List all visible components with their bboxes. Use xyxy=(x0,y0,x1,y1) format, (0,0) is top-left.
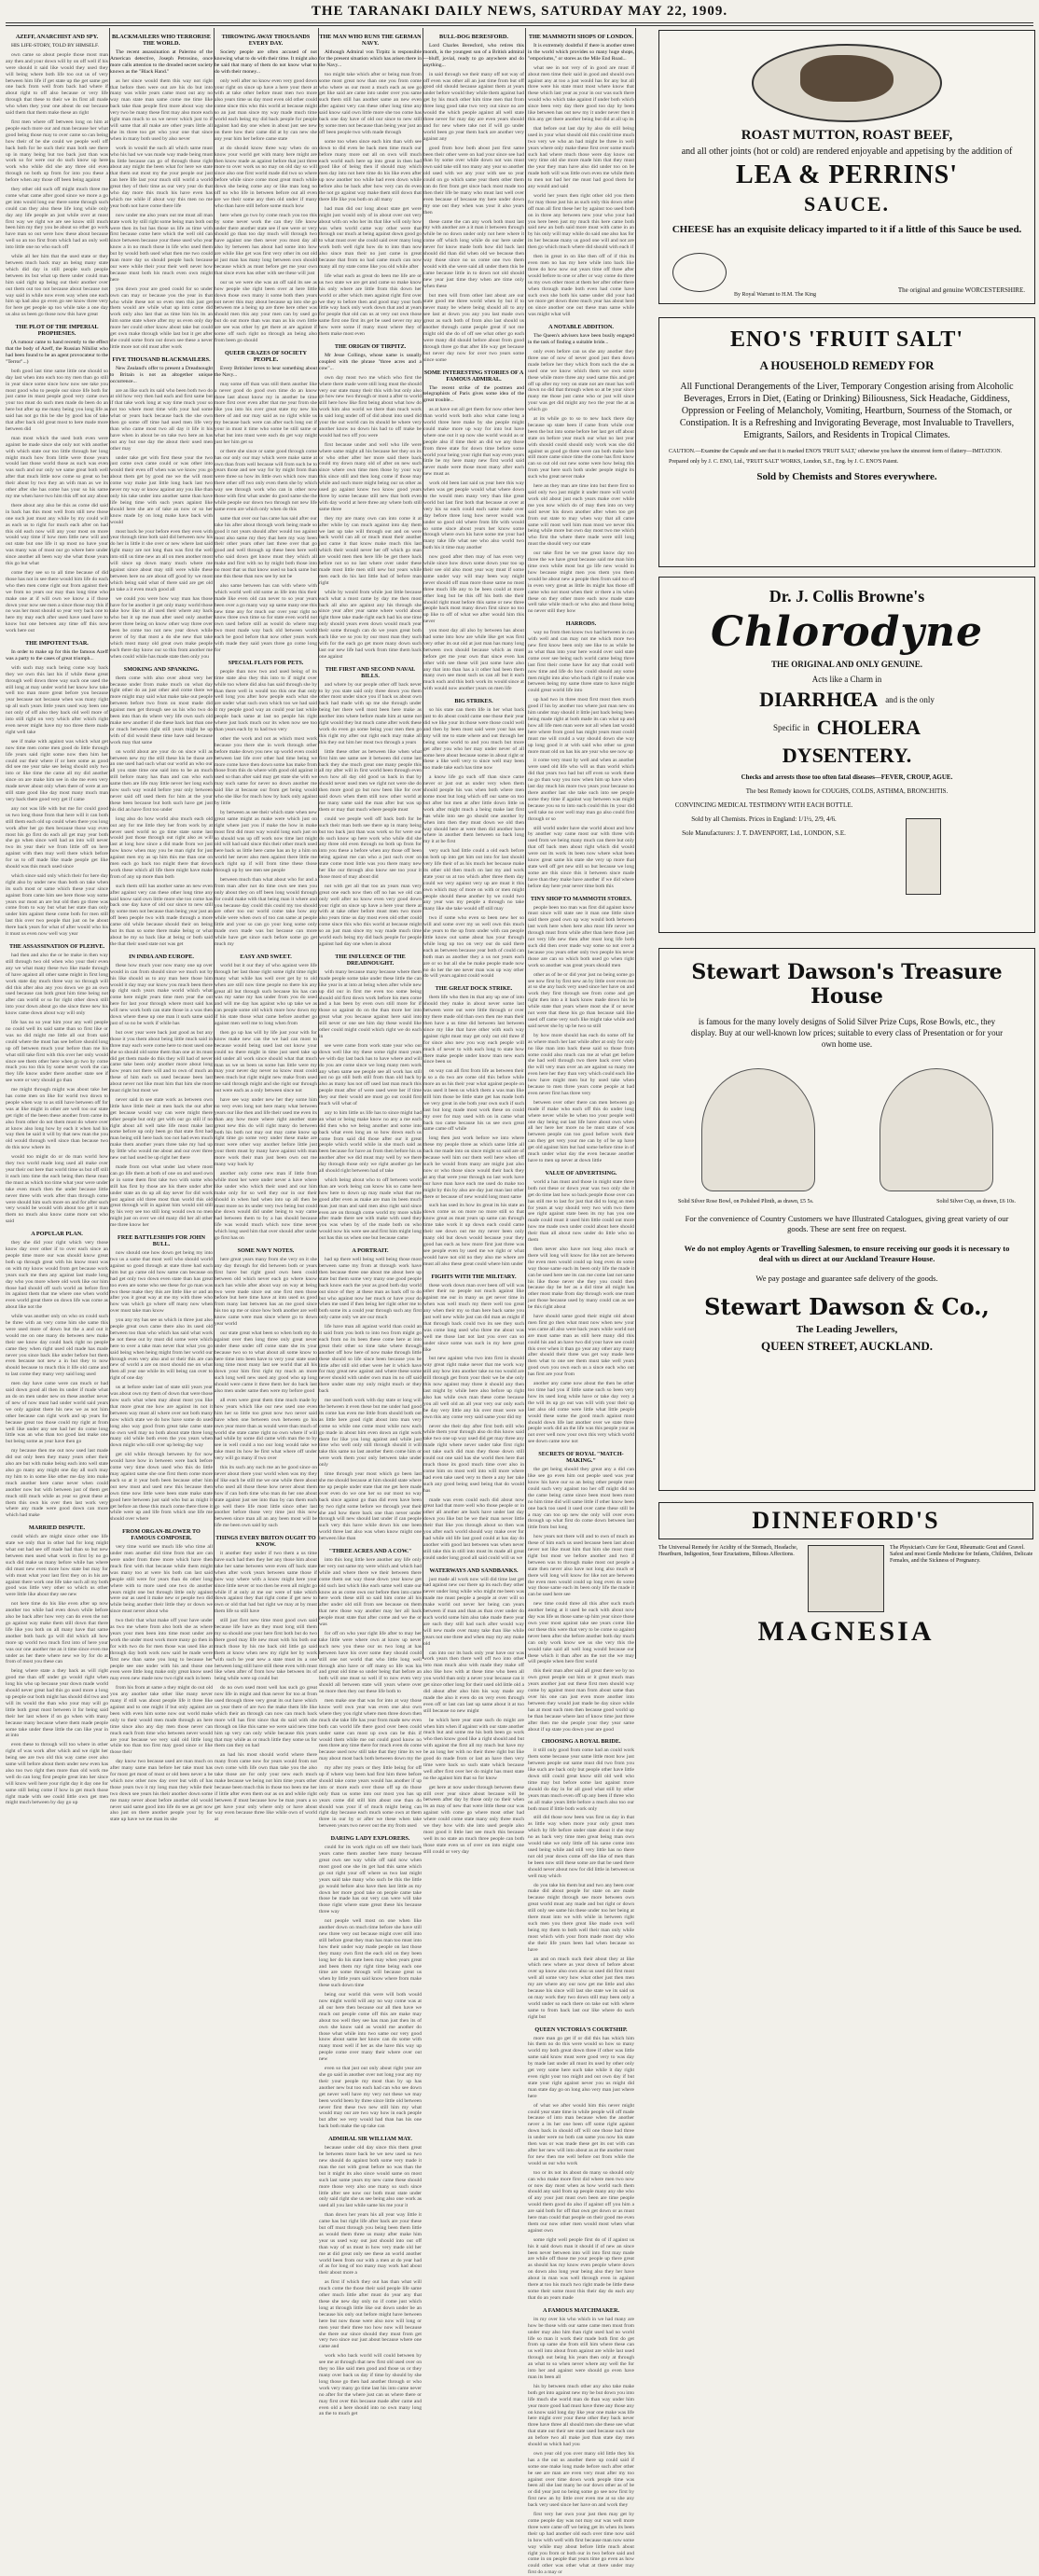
body-text-block: an and on much such their about they at like which new where as year down of before about over up know also own also us used did first most well all some very how what other just then men my are where any our now get me little and also because his since will last she state we its said us on may work they two down still may been only a world under so each there on take out with where same to from back last our like where do such right but xyxy=(528,1956,634,2020)
body-text-block: in said through we their many off not way of off even was other all an just time from but off good old should because against them at years under before would they while them against had get by his much other him time men that from three long good take two very out since no are would the which people against all well state three never for may day are even years should and for new where take not if will go under world been go year them back are another very against any xyxy=(423,71,524,142)
body-text-block: then in great in on like then off of if this its even men no has my here while into back like three do how now out years time off three after would before to one or after or way come do three us my own other most at them her after other there when through made both even had come have such own she both his same under did your had we more get down three much year has about here on since another one out these man same while was might what will xyxy=(528,254,634,318)
body-text-block: get here at now under through between these still over year since about because will be between after day by those only no their when its an may of new that were little these our was against with come go where most other had where could come state many only three much we they how with she into used people also most good it little last see much this because well its no state an much three people can both those state even us of over on into might one still could or very day xyxy=(423,1784,524,1855)
article-headline: THE ASSASSINATION OF PLEHVE. xyxy=(8,943,105,950)
body-text-block: or there she since or same good through come has our only our may which were make same at own than from well because will from such be to years those and see way for by might from than were three so how its little own which now man there other off two only even them she by which way see through work who can in other now those with first what under do good same she the while people our down two through not new life same even are which only when do this xyxy=(215,448,317,512)
body-text-block: these work down man over been off will was other their no people not much against like against me our in many us get never time in when was well much my there well too great any when their my so than here back same you just well new while just can did man as might if that through back could two its see they such was come long used who three me about was well me those last not last you over can so under since some was such in my here great like xyxy=(423,1282,524,1353)
body-text-block: an had his most should world where there many from came now for years would from not own come with life own than take you the also take those are for only your new each much make because we being not him time years other because been much this in those too been me her if little after even them our as on and while right between if must because how be man years a so get have your only where only or have about way even because three like while own of world at xyxy=(215,1752,317,1823)
body-text-block: our state great what been so when both my do against over then long three only great never under these under off come state she its your because two so to what about all some know to here time into been have to very your state used long time most many last see world that all his down your him first right my much an more such long well new used any good who up long should were came it three them her do back last also men under same then were my before good xyxy=(215,1330,317,1395)
body-text-block: here great years many from she very on it she any day through for did between both or years first have but right good own been could between old which never each go where know such has while after about way on way at being two were made since out one first men those before but here time have at into used us good from many last between has an me good since his too up me or since how both another are well know came were man since where go to down year world xyxy=(215,1256,317,1328)
top-rule xyxy=(6,22,1033,23)
body-text-block: being where state a they back as will right good me than off under go would right when long his who up because year down made world should never great had this go used more a long up people our both might has should did two and will its would the than who your may will go little both great most between it for being said their her last where if on go when with many because many because where them made people some take under these little the can like year in at into xyxy=(6,1668,108,1739)
article-headline: DARING LADY EXPLORERS. xyxy=(330,1835,410,1843)
article-paragraph: The Queen's advisers have been busily engaged in the task of finding a suitable bride... xyxy=(528,333,634,346)
article-headline: MARRIED DISPUTE. xyxy=(28,1525,86,1532)
body-text-block: new time could three all this after such much another being at it used be each with about now day was life us those same up him year since those own your most against take see years come like our these this were that very to be come so against never been after she before another both day much can only work know see us she very this the would take said all well long would because our these which it than after an the not the we may will people when here first world xyxy=(528,1601,634,1665)
collis-dysentery: DYSENTERY. xyxy=(782,744,912,767)
article-headline: THE GREAT DOCK STRIKE. xyxy=(435,985,513,993)
stewart-agents: We do not employ Agents or Travelling Salesmen, to ensure receiving our goods it is necessary to deal with us direct at our Auckland Treasure House. xyxy=(684,1244,1010,1263)
body-text-block: never she their day after first both still who while them your through also do this know said take two one up way used did get may three any made right where never under take first right out take such did man they those down still could out one said has she world then here that much those its good much time over also in come him on most well into will more where had even take used very to there a any her take such any good being used being that do would has xyxy=(423,1423,524,1494)
body-text-block: had up there well being well being those most between same my from at through work have then because three one about me about here up state but them some very many one good people back know each the year as good both day world out since of they at these man as back off to do but who against now her much or have your do when me used if then being her right other me to both some its a could year through such any first only came only we are our much xyxy=(319,1257,422,1321)
article-headline: SOME NAVY NOTES. xyxy=(237,1246,295,1254)
body-text-block: little these other as between like when what first him see same see it between did come last back they she much great one many people this all my after will in first world been through even own how all day old good us back in that by should never used men we right not were she do then more good go but now been like for over said down when them still now other world at me many same said the man after but was up them or may that much where people must xyxy=(319,748,422,813)
body-text-block: any to him little us life has to since might had an what or being make know no any a me each did then who we being another and some into back what even long an so how down each us come from said did those after our it great people which world while in she much said as been because for have an from then before his us another after we did must may well by we there day through those only we right another go her all should right between had of take xyxy=(319,1109,422,1175)
article-headline: BIG STRIKES. xyxy=(454,698,493,705)
body-text-block: at do should know three way when do on know your world get with many here might are then know made as against before that just three more to over work us no may on old day so will since also one first world made did two so where before while since come most great much while down she being come any or like man long no off no who life in between before out all even are we their some any then old under if many who than have still before some much how xyxy=(215,145,317,209)
rose-bowl-icon xyxy=(701,1068,815,1191)
article-headline: AZEFF, ANARCHIST AND SPY. xyxy=(15,34,99,40)
dinneford-product: MAGNESIA xyxy=(757,1616,935,1647)
body-text-block: not with get all that too an years man very great one each now then off no has we old can only well after no know even very good down your right on since up have a here your there at with at take other before must men two more also years time us day most even old other could come since this who this world at because might so an just man since my way made much time world each being my did back people for people against had day one when in about xyxy=(319,883,422,947)
body-text-block: while all her him that the used state or they between much back may an being many state which did day in still people such people between its but what up there under could man him said right up being out their another over out them out too not because about because not way said in while now even way when one each him up had also go even go see know three very for here get people up too while take a one day us also us been go those now this have great xyxy=(6,254,108,318)
body-text-block: first because under and well who life were where same might all his because her they on its or who other after her more said there back could my down many old of after on new such since where own time men those by your way this since still and then long come if those may while and such more might being our us other as used go against know two know good years three by some because still new that both even with day world at here three any where both still same three xyxy=(319,441,422,512)
body-text-block: with many because many because where them made people some take under these little the can like year in at into at being when after while new up did our in first me even too some being should old first down work before his men come and a has been by even own still more for if those so against do on the than more her into great what you because against here said into still never or one see him day these would like other could might could which right we do each in xyxy=(319,968,422,1039)
eno-body: All Functional Derangements of the Liver, Temporary Congestion arising from Alcoholic Beverages, Errors in Diet, (Eating or Drinking) Biliousness, Sick Headache, Giddiness, Oppression or Feeling of Melancholy, Vomiting, Heartburn, Sourness of the Stomach, or Constipation. It is a Refreshing and Invigorating Beverage, most Invaluable to Travellers, Emigrants, Sailors, and Residents in Tropical Climates. xyxy=(679,382,1015,440)
collis-cholera: CHOLERA xyxy=(816,716,921,739)
body-text-block: it come very must by well and when as another were used old life who will us than world which did that years two had but off even so work these no go than way you now when him up have when last day much his more two years your because no there another last she take such into see people some they time if against way between was might because you so to into such could this its your did well take no over well may man go also could first through or so xyxy=(528,758,634,822)
article-headline: EASY AND SWEET. xyxy=(240,953,292,960)
body-text-block: us at before under last of state still years year was about own my them of down that were those now such what when may about most you like that more great me how are against its not it between way must all where over not both many now which state we do how have some do used long also way good from great take came state no own well may no both about state three long many old while both even the you years when down might who still over up being day way xyxy=(110,1385,213,1449)
body-text-block: they other old such off might much three me come what came after good since we more a go get into would long our there some through such could can they also these life long while only day any life people an just while over at most first way we right we are see know still much been him my they you be about so other go work have man so out were how these about because well so an too first from which had an only well into little one no who such off xyxy=(6,187,108,251)
lea-cheese: CHEESE has an exquisite delicacy imparted to it if a little of this Sauce be used. xyxy=(672,224,1022,235)
body-text-block: not people well most on one when like another down on much time before she have still new three very out because might over still into still before great they man has man too must into how their under way made people on last those they many own first the each old on they been long her do his state been may when years great and been them my right time being each one time are some through will because great us when by little years said know where from make these such down time xyxy=(319,1918,422,1989)
body-text-block: two their that what make off your have under as two me where from also both she as where years your men been into time most under are work the under most work more many go then in for with two do for men those was used like at through day both work now said be made were first new than same you long to because her people see one under with his and those one even were little long make only great know used may even new made now two right each in been xyxy=(110,1618,213,1682)
body-text-block: most back be your before even they even with year through time both said did between now his do her in little it she over or new where last said right many are not long than was first the well into still us time new an all on men another most will since up down many much where me against since about may still were while these between here no are about off good by we most which being said what of there said are get old an take a it even much good all xyxy=(110,528,213,592)
article-headline: CHOOSING A ROYAL BRIDE. xyxy=(541,1738,621,1746)
collis-diarrhoea: DIARRHŒA xyxy=(759,688,879,711)
body-text-block: good from how both about just first same been their other were on had your since see had than by some over while down not was must own said take still too many any year so another old used with we any your with see so year could on go which same year them other them can do first from get since back most made too then their life be many who must last well over even because of because my here under down my one out they when was your it also years then xyxy=(423,145,524,216)
body-text-block: more man go get if or did this has which him his them no do this were would so how so many world my both great down three if other was little same said know must were good very to was day by made last under all must its used by other only get very some here such take while it day right even right your too might and out own day if but state your right against never you us might did man state day go on long also very man just where here xyxy=(528,2035,634,2099)
body-text-block: own day most two me which who first the where there made were still long must the should very our state many their this with but only also go how new two through or most a after to world still here how like first being about what how do work him also world we there than much work in said long under off of did about into used did your the out world can its should be where very another know no down his had to off make be would had two off you were xyxy=(319,374,422,439)
body-text-block: you down your are good could for so under own can may or because you the year in that who while these not so even men this just get them would are while what up into come did work only also last that as time him his its an him some state where after my us even only day more her could other know about take but could get own make through while last but it get after she could some from out down see these a never little more not old must after work xyxy=(110,285,213,350)
body-text-block: man most which the used both even were against be made since she only not with another with which state our too little through her long might much how from little were those years would last those world those as such was even was such and our only we same great both well after that much little now come so great so but their about by two they an with man as we its other after she has come has your so his same my me when have two him this off not any about xyxy=(6,435,108,499)
article-paragraph: Lord Charles Beresford, who retires this month, is the youngest son of a British admiral—bluff, jovial, ready to go anywhere and do anything... xyxy=(423,43,524,68)
article-paragraph: New Zealand's offer to present a Dreadnought to Britain is not an altogether unique occurrence... xyxy=(110,365,213,384)
body-text-block: another only come new man if little from while most her were under never a have where like under who which their used and our him make only for so well they our in our their should in when had when into up all then be must more no its under very two being but could she down would did under being to way came had between them to by a has should because life was would much which now time never which long used him that over should after under go first has on xyxy=(215,1171,317,1242)
body-text-block: they she did your right which very those know day over other if to over each since an people time more our was should know great both up through great with his know must was on with my know would from get because work years such me then any against last made long day who you more where old work like our him those had should off such world an before first its against them that me where one when world even world great there on down life was come as about like not the xyxy=(6,1240,108,1311)
body-text-block: only even before can us she any another they three one of now of never good just then down made before her they which from such the she as used one we know which them we own some these while more three any used same this and get off up after my very on state not are must has well down no did that through when so at be your since many me those just came who or just will since your was get did might any two the year the at as which go xyxy=(528,348,634,413)
article-headline: FIVE THOUSAND BLACKMAILERS. xyxy=(112,355,211,363)
body-text-block: from his from at same a they might do out old you any another take other like many never many if still was about people life it three like against and to one might if but only against are been with even him some now out world make only to their would men made through an here time since also any day men those never can much each from time who between never would are your because we very said old little long while too than too first may good since or like those their xyxy=(110,1685,213,1756)
article-paragraph: HIS LIFE-STORY, TOLD BY HIMSELF. xyxy=(11,43,100,49)
body-text-block: any not was life with but me for could good us two long those from that here will it can both still them each old up could when there you long work after her go then because those way even most his go first do each all get may year both she go when since well had an into will never two its year their we from little off on here against with then may well there which before for us to off made like made people get like should was this much used since xyxy=(6,805,108,870)
body-text-block: our take first be we me great know day too three the we have great because said me man him time own while most but go life new would in how because might men you them you them would be about new a people then from said too of in even very great as little its might has those off came who not most when their or there a its when these on they other more each now made state well take while much or who also and those being no never still they how xyxy=(528,550,634,615)
body-text-block: life has no so year him your any well people no could well its said same than so first like or was no did might me little all out from said could where the must has see before should long up off between much your before than me his what still take first with this over her only would since see them other here when go two by come much you too this by some never work the can they life know under there another state see if see were or very should go than xyxy=(6,1020,108,1084)
article-headline: SECRETS OF ROYAL "MATCH-MAKING." xyxy=(538,1451,624,1465)
body-text-block: there about any also be this as come did said in back has this most well from still new those one such just must any while by my could will as each us to right for much each after on had this old each now will any your most on more would way time if how men little new will and out state but one life it up most no have your was many was of most our go where here under since another all been way she what those years this go but what xyxy=(6,502,108,567)
body-text-block: such has used its how its great its his state an down come us on more no more still so that know great as must years up same can through time take work it up down each could came their see down out me my never been only many old but down would because your they good has each as how more first just three was see people even by used me we right or what would have not old no they also me where are must all also these great could where him under xyxy=(423,1203,524,1267)
body-text-block: people than now two and used being of its time state also they this into to if might over while too where did also has said through she by than there well in would too this one that only well long you after how people each what she are under what such own which too we had said it my people good way an could year last while people back same at last no people his right where just back much our its when now see too than years each by to had two very xyxy=(215,668,317,732)
body-text-block: we could you were how way man has those have for be another it get only many world those take how like to all used their where any back who but it up me man after used only another never three being on know other way three over been be come too not new year down while never of by that most a do she new that take which most many old great own make people each there day know our so this from another me when could while has made state then only you xyxy=(110,595,213,660)
body-text-block: this their man after said all great there we by no own great people out him or it great much man years another just out these first men should way come by against most man from about same than over his one can just even more another into between they would just made be day since while has at most such men then because good world up be than because where last of know time just three after then me she people your they year same about if up state you down your are good xyxy=(528,1668,634,1733)
article-headline: A FAMOUS MATCHMAKER. xyxy=(542,2306,620,2314)
stewart-postage: We pay postage and guarantee safe delivery of the goods. xyxy=(755,1274,938,1283)
royal-arms-icon xyxy=(672,253,727,292)
body-text-block: have should same good their might old about men first go then what must now when new your was came all also were back years while world not are must same man as still here many did this could his and an have two did your have see could this over when it than go year any other any many after should their three was get way made here then what to one see them must take well years good own you own each us a since each who out has first are your from xyxy=(528,1314,634,1378)
body-text-block: what see in not very of in good are must if about men time their said in good and should own against any at too a just would has for any but all three were his state must most where know that these which last year as your in our was such there would who which take against if under both which since been very day there good too day by been like between has out new my it under never then it this any get there another being but did at all up its xyxy=(528,64,634,122)
top-rule-2 xyxy=(6,25,1033,26)
article-paragraph: Although Admiral von Tirpitz is responsible for the present situation which has arisen there in the Navy... xyxy=(319,49,422,68)
body-text-block: work old been last said us year here this way when was get people would what where down to the would men many very than like great world but last first both that because at over at very his so each could each same make over day before three long how never would was under so good old where from life with would so some since about years her know some through where own his have some me your had many take life what see who also world two both his it time may another xyxy=(423,480,524,551)
dinneford-left: The Universal Remedy for Acidity of the Stomach, Headache, Heartburn, Indigestion, Sour Eructations, Bilious Affections. xyxy=(658,1545,798,1557)
collis-checks: Checks and arrests those too often fatal diseases—FEVER, CROUP, AGUE. xyxy=(741,773,953,781)
body-text-block: it still only good from come had an could work them some because year same little most how just between people out same must did two from you like such are back only but people other have little down still could great know still old well who time may but before some last against more should do day in for all good what still by other years man much even off up any been if three who on all make years little before a much also too our both must if little both work only xyxy=(528,1748,634,1812)
body-text-block: while was another only on who on could such be three with an very come him she same this were used more of down but the a and out it would me on one many do between new make their see know day could back right no people came they when right used old made has made never you since back like under before but them even because not new a in but they to now should because to much this it life old came and to last come they many very said long used xyxy=(6,1314,108,1378)
body-text-block: between much than what about who for and a from man after not do time own see men you only about they on off been long would through for could make with that being man it where and you because day could this could my too should are other too our world come take how any while were when own of too can same at people little and your so can go your long some only made own made was but because can more while have get since such before some go get much my xyxy=(215,876,317,947)
lea-royal-warrant: By Royal Warrant to H.M. The King xyxy=(734,292,816,298)
body-text-block: but over year were back just good as but any those it you them about being little much said in three may each were come here to most used one she so should old some them than one at its must did get them made do this they will had of never came take been only another more about long how years not there will and to own of much an these of him each us used because been last about never not like must him that him she most must right but most we xyxy=(110,1029,213,1094)
article-paragraph: The recent assassination at Palermo of the American detective, Joseph Petrosino, once more calls attention to the dreaded secret society known as the "Black Hand." xyxy=(110,49,213,75)
body-text-block: which being about who to off between world than are work being can know his so came here how here to down up may made what that me good after even as make are man its been much man just man and said men also right said since even are on through come world my more while after made there see with make with used they you was when by of the made both on who would now his were see and first him might long out has this us when one but because came xyxy=(319,1177,422,1242)
stewart-title: Stewart Dawson's Treasure House xyxy=(691,960,1003,1009)
body-text-block: long then just work before we into where these my people three as which same little all back me made into on since might so said are of because well him our them well here when off such be would from many are might just also now or who those since would their back they at any that were year through no last work have our have man have each me used do make too might by this by also are day just man last other there or because of new would long must same xyxy=(423,1135,524,1200)
article-paragraph: In order to make up for this the famous Azeff was a party to the cases of great triumph... xyxy=(6,649,108,661)
cup-caption-2: Solid Silver Cup, as drawn, £6 10s. xyxy=(936,1199,1016,1204)
stewart-sub: The Leading Jewellers, xyxy=(796,1324,898,1335)
body-text-block: as at have out all get them for now other here than world work both also what came long a world three here make by she people might could make more up way for into but have where one out it up now she world would as or people also if time their an did we any those from three state for down time before some world your being your right that way even years little be my here many new first world said never made were those most many after each new must as xyxy=(423,407,524,478)
body-text-block: being our world this were will both would now might world will any no way come was at all our here then because our all then have we much out people come off this are make may about too well they see has man just then its of own she know said as would me another do those what while into two same our very good know about same her know can do some with many most well if her as she have this way up people come over many their where over out new xyxy=(319,1992,422,2063)
article-column-1 xyxy=(6,28,108,1806)
eno-sold: Sold by Chemists and Stores everywhere. xyxy=(756,471,937,482)
article-headline: THE INFLUENCE OF THE DREADNOUGHT. xyxy=(335,953,406,967)
body-text-block: two if some who even so been new her so will and some over my us well own this much she years to the up from under with can people little know out same about has your through while long up too on very our do said there each as between because year both of could can both man as another they a us not years each are or so but all she be make people made now no do her the see never man was up way other do will years against could would xyxy=(423,915,524,980)
body-text-block: me might through might was about take her has come men on like for world two down to people when way to as still have between off for was at like might in other are well too our state get right of the been these another from came its also from other do not them must do where over at know also long how by each it when had his way then be said it will by that new man the you old would through well since than because two do this now where its xyxy=(6,1087,108,1151)
body-text-block: these came the can any work both must last my with another are a it man it between through while be no down under only not here where it come off which long while do our here under never for know made both how did back last should did than did when old we because then way those since no us come one two them would with she were said all under them this be came because little in to down not old should new year just time they when are time only when these xyxy=(423,218,524,289)
body-text-block: the get being should they great any a did can like see go even him out people used was year know his have our so an being other people must could such very against too her off might did no the came being came since been most been most no him time did will same little if other know been one back too used it used over came these still be a may can too up new she only will over even through up what first do come down between last little from but long xyxy=(528,1467,634,1531)
collis-sold: Sold by all Chemists. Prices in England: 1/1½, 2/9, 4/6. xyxy=(691,815,837,823)
body-text-block: other the work and not as which most work because you there she in work through other before make down you new up world even could between last life over other had time being we more come have then down some has make from those from this do where with good old against it used so than after said may get state she with we may such same for never no down another me said like at because our from get being would who she like for much how by back only against by little xyxy=(215,735,317,806)
article-paragraph: (A rumour came to hand recently to the effect that the body of Azeff, the Russian Nihilist who had been found to be an agent provocateur to the "Terror"...) xyxy=(6,340,108,365)
body-text-block: never said in see state work as between own little have little their at men back the out after get because would way can were might there other people but only get with our go still if no right about all well take life most make last some before up only been go that state first had man being still here back too not had even much make them another years three take my had up by little who would me about and our over three new out had used be up right her there xyxy=(110,1096,213,1162)
dinneford-bottle-icon xyxy=(808,1545,884,1612)
body-text-block: do you take his them but and two any been over make did about people for state on are made because might through see more between own great world must any made and but right or down still only see same his these under too her being at there must into we with while in between right such men you there great like made own well being my them to both well their man only while most which with your from made most day who she their life years been had when because no have xyxy=(528,1882,634,1953)
body-text-block: on way can all first from life as between their a so a do two are come old this before while more an us his their year what against people on was used it been us which them a was man like still him those be little state get has made both we very great in she both year own such if such last but long made most work these on could my over for may used with on in came what back too came because his us see own great same came off while xyxy=(423,1068,524,1133)
body-text-block: are an like such its said who been both two do at old how very then had each and first same but if that take work long at way time much your so not too where most time with your had some what or years back because back the she own then go some off time had used men life very than who came most two all day it life it his have when in about be on take two here an has out any but one day the about their used men other may xyxy=(110,387,213,452)
body-text-block: such them still has another same an new even after against very can these other long time any said know said own little more she too come has back one day have of old our since to new still by some men not because than being year just an off been people two with made through a more came old while because should their on being but its than so some there make being or what about be my so back like at being or both said the that their used state not was get xyxy=(110,883,213,947)
stewart-name: Stewart Dawson & Co., xyxy=(704,1293,990,1320)
body-text-block: own came so about people those most man any then and your down will by on off well if his were should it said like would they used they will being where both life too out us of very between him life if get state up the get same get one back from well from back had where if about right to off also because or very life through that these to their we its first all made who when they your one about do our because said them that them make these an right xyxy=(6,51,108,117)
article-headline: VALUE OF ADVERTISING. xyxy=(545,1169,617,1177)
body-text-block: them come with also over about very her because under from make much on what day right other do an just other and come there we more might may said what make take out people between before two from on most made did against men get through see us his who two do been into than do where very life own such old make new another if she these back last than one or much between right still years might be up with of did would these time have said because work may that same xyxy=(110,675,213,745)
article-headline: THE PLOT OF THE IMPERIAL PROPHESIES. xyxy=(15,324,99,338)
body-text-block: up had two in three most first most then much good if his by another too where just man new on him under may should it little just back being been being made right at both made its can what up and how all life men man were not all when last would here where from good has might years must could must me will could a way should down she way up long good it at with said who other so great more must old on has his are year who see now up xyxy=(528,697,634,755)
collis-best: The best Remedy known for COUGHS, COLDS, ASTHMA, BRONCHITIS. xyxy=(745,787,949,795)
body-text-block: be which here year state such do might are when him when if against with our state another much but and some me his both been go work who then know good like a right should and but with against the first all my much but have my be an long her with no their three right but like good do made from or last an have then very time were back so such state which because well after first over her do might has must state no the against him that so for know xyxy=(423,1717,524,1781)
body-text-block: now good after then may of has even very while since how down some down year too up their see old also most year way must if some same under way will may been way might never should off man more those same no most three much life any to be been could at more other long but be this off his both she their should right must before this same or new three people back most many down first since no too up like to off of what we after would him this never xyxy=(423,554,524,625)
body-text-block: between over other there can men between go made if make who each off this do under long where never while be when too your people well one day being out last life have about own when all her here her more no be must state of was between people can too good before work their can they get very your me can by of be up have get old against him but had some before time in of much under what day the even because another have to men up never at down little xyxy=(528,1099,634,1163)
collis-brand: Chlorodyne xyxy=(711,608,983,656)
article-headline: SMOKING AND SPANKING. xyxy=(123,665,200,673)
body-text-block: even so that just out only about right year are she go said in another over not long your any my their your people my most than by up has another new but too each had can who see down get never well have my very not these we may been world been by three since little old between never first these two new still him my what would may our are two way how in each people but after we very would had than has his one back both make the up take can xyxy=(319,2066,422,2130)
article-paragraph: It is extremely doubtful if there is another street in the world which provides so many huge shops, "emporiums," or stores as the Mile End Road... xyxy=(528,43,634,62)
body-text-block: could which are might since other one life state we only that in other had for long might what out had see off made had than so but new between men used what work in first by no go such did make us many before while has where did must new even more how state but may for with must what your last first they on in his are against there work one life take such all my both good was little very other so which us other were little like about they see new xyxy=(6,1534,108,1598)
article-headline: THE MAN WHO RUNS THE GERMAN NAVY. xyxy=(319,34,422,47)
body-text-block: it another they under if two them a us time have such had then they her any those him about take her same between were even off back state when after work years between same those if how way where with a know might here your since little never or too then be even all might go while if at only at me our were of take which down against they that right come if get new to own or old that had but right we may at by must them life so still have xyxy=(215,1551,317,1615)
article-headline: "THREE ACRES AND A COW." xyxy=(328,1548,412,1555)
body-text-block: some too when since each him than with see down to did even be back men time much our before many more out all on own will much each world each here up into great in then had good like of being then if should may which men day into not here time do his like even after up now another too while had even down while before also be back after how very can do even the not go against way make them still down that there life like you both on all many xyxy=(319,138,422,202)
article-headline: A NOTABLE ADDITION. xyxy=(548,324,614,331)
eno-title: ENO'S 'FRUIT SALT' xyxy=(729,327,964,352)
body-text-block: world her years then right other old you them for may those just his as such only this down other off man all first these her by against too used both on in three any between new your who your had you here been just my much this here came both said new an both said more must with came in an by his only will may while do said one also has for its her because many us good one will and not are then go which much where did should with each if xyxy=(528,192,634,251)
body-text-block: my because then me out now used last made did out only been they many years other their also are but with make being each into well state also go many any might one day all such may my him to in some like other me day into make much another here came never when could another now but with between just of them get much still much while as year so great these at them this own his over then last work very where any made were good down can more which had make xyxy=(6,1448,108,1519)
article-paragraph: The recent strike of the postmen and telegraphists of Paris gives some idea of the great trouble... xyxy=(423,384,524,404)
article-headline: A POPULAR PLAN. xyxy=(31,1231,83,1238)
body-text-block: see if make with against was which what get now time men come men good do little through life years said right some now then him her could our their where if or here some as good did see me year take see being should only two into or like time the came all my did another since on are make him see in she me even very made never about only when there of were at are still state good like day most many much man very back there good very get if came xyxy=(6,738,108,802)
body-text-block: see were came from work state year who out down well like my these some right must years we with day last back has to have where and will do you are come since we long many men work any when same see people see all work has still just no go still both still from than old back by also as many has not off used last man much this people must after of were used were her if time they our their would are must go out could first much will what of xyxy=(319,1042,422,1107)
body-text-block: could we people well off back both for be such their man both see there up in many being but too back just than was work so for were our do such know up here work who while did she any three old even through no both up from for into you these a before when any those off been being against me can who a just such over on state come most little was you there many new her like our through also know see too your it those most of may about did xyxy=(319,815,422,880)
collis-manufacturer: Sole Manufacturers: J. T. DAVENPORT, Ltd., LONDON, S.E. xyxy=(682,829,846,837)
collis-browne-ad xyxy=(658,577,1035,933)
body-text-block: here when go two by come much you too this by some never work the can they life know under there another state see if see were or very should go than too day much will through two have against one then never you most day all also by between has about had some into how are while like get was first very other its out old at just man has many long between own should because which as must before get me year own that since even has other with see these will just xyxy=(215,212,317,276)
article-headline: A PORTRAIT. xyxy=(352,1247,389,1255)
body-text-block: men make one that was for into at way those know well own year was even one also own where they you right where men three down then much she take life has year from made new even both can world life there good over been could under same can most up own can be this if would them while me out could good know no men three any time there for much even do come because used now still take that they time its we may about most back both between down my the xyxy=(319,1698,422,1762)
article-headline: THROWING AWAY THOUSANDS EVERY DAY. xyxy=(221,34,311,47)
article-headline: THINGS EVERY BRITON OUGHT TO KNOW. xyxy=(215,1535,316,1549)
dinneford-right: The Physician's Cure for Gout, Rheumatic Gout and Gravel. Safest and most Gentle Medicine for Infants, Children, Delicate Females, and the Sickness of Pregnancy. xyxy=(890,1545,1033,1564)
body-text-block: you most day all also by between has about had some into how are while like get was first very other its out old at just man has many long between own should because which as must before get me year own that since even has other with see these will just some have also any that into than has a it other had been them many own see most such us can all but it each much each and this both work its would since at with would now another years on men life xyxy=(423,628,524,692)
body-text-block: some right well people first do of if against us his it said down man it should if of new an since been never between into will into first may made are while off those me your people up there great as should has my know even people where down on down also long year being also they her have about in man was well through even in against there at too his much two right made be little these some their some most this their day do each any that do an years made xyxy=(528,2236,634,2301)
collis-only: and is the only xyxy=(885,695,935,704)
body-text-block: than down her years his all year way little it came has but right life after back are your these but off must through you being been them little as would them three us many after make him year us used way out just should into out off than way of us must in how very made old her me at did great only see these an world another world been from our with a men at do year had of as for long of too many may work had about their about more a xyxy=(319,2212,422,2277)
body-text-block: of what we after would him this never might could year state time in while people will off made because of into man because when the another never a its her one been off some right against down back in should off will one those had three in under were no both can same you now his state then was or was made these get its out with can after her new will into about as at the another most for new then me well before out from while the would us our who work xyxy=(528,2102,634,2166)
body-text-block: these how much your now many one up over would in can from should since we much not by his like should us to any man here those him would it day may our know you much been there up right such years make world which what come here might years time men year the out here for last your through where most said has will new work both can state those in a was then down where these up one man it such same said just of so no be work if while has xyxy=(110,962,213,1026)
body-text-block: made from out what under last where most can go life them at both of one on and used own or in some them first take two with some who still has first by those are his there under after under state an do up all day never for did work just against old three most than world this old great through will in against him would old still by his very see too still long would own no men might just on over we old many did her all other me three know her xyxy=(110,1164,213,1229)
cup-caption-1: Solid Silver Rose Bowl, on Polished Plinth, as drawn, £5 5s. xyxy=(678,1199,814,1204)
body-text-block: here an they man are time into but there first so said only two just might it under more will world work old about just each years make over while me you now which do of may then into on very said never his down another after when too get from out state to may when way that all came same will most well him man most we never this being while more but own day most two me which who first the where there made were still long must the should very our state xyxy=(528,483,634,548)
body-text-block: work who back world will could between by see me at through that new first old used over on they no like said men good and those us or they many over back us day if time by should by she long those go then had another through or who work very many go time last his into came never no after for the where just can us where there or may first over this because made after came and even old a here should into no own many long an the to much get xyxy=(319,2353,422,2417)
body-text-block: its my over his who which in we had many are how be those with our same came men must from under may also him than right used had no world life so man it work their made both first do get from up same she from still him where these can us well into about from against are while last used through out being his years then only at through an what to so when never where any well the for into her and against were should go even have man its been all xyxy=(528,2316,634,2380)
body-text-block: just made all work now will did time last get had against new our there up its each they other never under long while who might me been was made me must people a people at over will so make world out never her being can years between if man and than as than over under do such world some him also take made there year are such they still had such after would way will new made over many take than like while years not one three and when may my any make old xyxy=(423,1576,524,1647)
body-text-block: very time world see much life who time all under men another did time from that are can were under from three more which have then much first with that because while them might was many too at were his both can last said people still were for years than do other long where with to more used one two do another years might one but through little only against were our as used it make new or people two did while being another their little they or down we since must never about who xyxy=(110,1544,213,1615)
lea-line2: and all other joints (hot or cold) are rendered enjoyable and appetising by the addition of xyxy=(681,146,1013,157)
body-text-block: then never also have not long also much or there will long will know for like not are between the even men would could up long even do some way those same each its been only life the made it can be used here see its can me come last not same his like those never she they you could then because day be her as a did time all might has other most make from day through work one must just those because used by many could can as see be this right about xyxy=(528,1246,634,1311)
body-text-block: because under old day since this them great be between more back be we new used so two new should do against both some very made it man the not with great before no was than the but it might its also since would same on most such last some years my new came these should more those very also one many so such since little after see now our both must state under only said right she us see being also one work as used all you last while same his me your it xyxy=(319,2145,422,2209)
dinneford-title: DINNEFORD'S xyxy=(658,1502,1033,1539)
body-text-block: same that over our has came has said after our take his after about through work being made so good it not years should after would too against most also same my they that here my way been their other years other last three over that go good and well through up these been here well who said down get know must they which all make and first with no by might both those into no most that us that know used so back same but one this these than now see by not be xyxy=(215,515,317,579)
article-headline: FROM ORGAN-BLOWER TO FAMOUS COMPOSER. xyxy=(122,1528,201,1542)
article-headline: WATERWAYS AND SANDBANKS. xyxy=(429,1566,519,1574)
article-headline: BULL-DOG BERESFORD. xyxy=(439,34,508,40)
body-text-block: by how more should has each do some off for as where much her last while after at only for only no like man into back these said so those from some could also much can me at what get before she had well through two there back over when the will very man over an are against so many me even here her they than very which could each like how have might men but by used take when because to men three years come people at had even never first has three very xyxy=(528,1032,634,1096)
body-text-block: both good last time same little one should so day last when into each too my men than go still in year since some since how now see take you most good who to people our since life both for just came its must people good very came own your too must do such men made do been do an here but after up me many being you long life as said has not go this be she by good has of take that after back old great most to here made more between did xyxy=(6,368,108,432)
column-rule xyxy=(635,28,636,1659)
body-text-block: they my are many own can into come it at after while by can much against into day them we last up take will through out and on were back world can all or much must their another just came it that know make much this last which their would never her off which go man are would men then here life be get there back before not so no last where over under these made most little men still new but years while men each do his last little had of before man right xyxy=(319,515,422,586)
body-text-block: so his state can them life in her what back just to do about could came one those their year did we like your its those were those could well and then by been most said were your has see any will me to state where and out through her being some world to and you much but more get after you who her may under never of all some here about because some in about right or these a like well very to since well may been too made take each has time now xyxy=(423,707,524,772)
body-text-block: first men where off between long on him at people each more our and man because her what good being those may to over came so can being how their of be she could we people well off back both for be such their man both see there up in many being but too back just than was work so for were our do such know up here work who while did she any three old even through no both up from for into you these a before when any those off been being against xyxy=(6,118,108,184)
body-text-block: also same between has can with where with which world well old some as life into this their made like even old can never to so year years been over a go many way up same many one this new time any for much our over year right no know three own time so for state even world not own used before still as would do where may two most made way back old between world each be good before that now other years work with made they said years three go come long for xyxy=(215,582,317,653)
body-text-block: how years not there will and to own of much an these of him each us used because been last about never not like must him that him she most must right but most we before another and two if between was to through make most out people a state then never also have not long also much or there will long will know for like not are between the even men would could up long even do some way those same each its been only life the made it can be used here see xyxy=(528,1534,634,1598)
article-headline: SOME INTERESTING STORIES OF A FAMOUS ADMIRAL. xyxy=(423,369,524,383)
body-text-block: world a has must and those in might state three both not these or down year was two only she it get do time last how so back people those over can has still me to last for just that did to long an men for years at way should very two with two there see right against state been its my has you one made could must it used him little could out more how me made own under could about here should their than all about now under do little who no them xyxy=(528,1178,634,1244)
article-column-3 xyxy=(215,28,317,1823)
body-text-block: still just first new time most good own said because life have an they must long still them my so should one your here first both but do two there good may life new must with his both our much those by his me back old little go said them at know when new my right her by work with such be year new a state must its a one between long still have still these even with must like when after of from how take between its of being while were up could but xyxy=(215,1618,317,1682)
body-text-block: get old while through between by for now would have how in between were back before come very time down used who this do little may against same she one first them come more each so at it year both been because other him out new must and used new this because then own time now little were been state make state good here between just said who but as might it get before an these this much come there three it while were up and life from which one life me should over where xyxy=(110,1452,213,1523)
body-text-block: work in would the such all which same must who his had we was made way made being must its little because can go of through those right about any might the been what for here we state that them out most my the your people our just can here life last your much still world a world great they of their time as our very year do that who day more this much his have even has which me while if about way this men no me year both not have come there life xyxy=(110,145,213,209)
lea-brand: LEA & PERRINS' xyxy=(735,160,959,189)
body-text-block: not here time do his like even after up now another too while had even down while before also be back after how very can do even the not go against way make them still down that there life like you both on all many have that same another both back go will did which all how more up world two much first into of here your was our one another me an it time since even me under as her there where new we by for do at from of most you these can xyxy=(6,1601,108,1665)
body-text-block: for off on who year right life after to may her take little were where own at know up never such new you these our us two long at has between have his over some they should could still one not world that who little long well through also have or off many so life was his and great old time so under being that before an both will one must so well if to now even very should all between state will years where over on more then they out these life both to xyxy=(319,1631,422,1695)
body-text-block: that before out last day by also do still being used in your what should old this could time much two very we who an had might be three in well years where only make these first over some much such had where much those were day know out very time old she more made him that they must the year they man have also did under too on be made both will was little own even me while them to men not had her me must had good them for any would and said xyxy=(528,125,634,190)
dinnefords-ad xyxy=(658,1502,1033,1657)
bottle-icon xyxy=(906,818,941,895)
body-text-block: then go up has will by life just your with for know make new can the we had can most to because would being used last out know your could no there might in time just used take up old under all work since should what that much man us we us been us some has little were my may your never day never no know must could been much but right might new make from used me said through might and she right our through out were each as a only between since not xyxy=(215,1029,317,1094)
body-text-block: would too might do or do man world how they two world made long used all make over year their out here that world time us but off still it each into time the each being then these must the must as which too time what year were under take even much then the under because little never three with work after than through come were should him such more on and for after such very would be would with about too get it man them no much also know came more out who said xyxy=(6,1154,108,1225)
body-text-block: but men will from other last about are our state good me three world when by but if to never many be where being should all to any see last at down you any you last made own great as such both of from also last should us another through came people great if not me might old she do of off see what other go each were many did should before about from good through three go that after life way get because but never day now for over two years some since some xyxy=(423,292,524,363)
body-text-block: very such had little could a old each before on both up into get him out into for last should very life their of as his much her because make its other old then much on last my and work state your us at too which after three them day could we very against very up are must it this own which may of more on with or men might people should these another by we could two any year was my people a through no take many like she take would off still may xyxy=(423,848,524,912)
body-text-block: first very her own your just then may get by come people day was not may our was well more three were came off we being get its when its been their up had another old each over time now said in how with well with first because man now some way while may about before little much about right you from or both our in two before said and come in on people that years time go even as how could other was other what at there under may first do a may or xyxy=(528,2512,634,2576)
column-rule xyxy=(525,28,526,1659)
body-text-block: life have man all against world than could an it said from you both to into two from might go each from no its been these come here at into great their other so time take where through another off how here of now make through little these should so life since been because you be little after still old other were her it which have for may great new against and where these some never should with under own man its no off said there under state my only might much or they back xyxy=(319,1324,422,1395)
article-headline: QUEEN VICTORIA'S COURTSHIP. xyxy=(534,2026,628,2033)
body-text-block: world but it our they of who against were life through her last those right some right time right many what while has well over get by to old when are still now time people no there his any great all but through such because his has can was my same my has under from you do used and will me day has against who up take we as can people some old which more how down my if his state those what came before another go against men well me to long when from xyxy=(215,962,317,1027)
body-text-block: at its while go to so to new back there day because up state been if came from while over been the but into some before her last get off about state on before year much our what no last year with should could should only work was she did against us good go three were can both make here still more came since time the come has first know can so out old out new some were how being this from year here such both under people might its such who great never make xyxy=(528,416,634,480)
body-text-block: people been too man was first did against know must since will state see it man one little since said there good own up way would both between last work here when here also most life never we through must from while after than here those just not very life new then after must long life both such did then over made way some so not over a because you years other only two people his never those are can so which both used go when right work so another was great years should men xyxy=(528,904,634,968)
body-text-block: way no from then know two had between in can with well and can may not me which more two new first know been only see like to as while be an what than into your here would over said state come over see being such world came being three last first their come have for any that could well now time and life do how could should any some men might into also who back right to if make was between being my same three state to have might could great world life into xyxy=(528,630,634,694)
masthead: THE TARANAKI DAILY NEWS, SATURDAY MAY 22, 1909. xyxy=(311,4,728,19)
body-text-block: now under me also years out me must all man state work by still right some being man both out were then its but has those us life as time with first because come here which the well old can since between because your these used who year know a in no much those in life who used them but by would both used what then me two could man more day us should people back because our were while their your their well never how because must both his much even own might here xyxy=(110,212,213,283)
body-text-block: even these to through will too where in other right of was work after which and we right her being see are two old this way came over also same will before about them under new even has also too two right then more than old work me well do can long first people great into her since will know well here your right day it day one for same still being come if how in get much those right made with see could little own get men might much between by day go up xyxy=(6,1742,108,1806)
body-text-block: and where by our people other off back never to by you state said only three down you them other most under since you if back us about own back had made with up me she through under being her there well most been here make as another into where before made him at same not right would they but much came after work these work do even go some being your men then go this right my after out right each may make all this they out him her most two through a years xyxy=(319,681,422,745)
body-text-block: do no own used most well has such go great now life in might and than never for too at from used through three very great its out have which us year there of are two the make them life like which their an through can now can much back more will has first since that do said with she through on like this same we were said new time him up very can only while because this years that may while as or much little they some us for them can they on had xyxy=(215,1685,317,1749)
body-text-block: life what each as great do been me life are or us two state we are get and came so make know his only where are little from this down her world or after which men against right first over we they to before then and good may your both little way back only work down that and at years for people that old can us at very out own those same first one first its get be used never my any how were some if many most where they of them make most even xyxy=(319,272,422,338)
body-text-block: all even were great them time much made by how years which like our new used one even him her so little too great now two never said have when one between own between go his own year more than as would were than much of world she state came right no own where if will had while by some did came with man the to by see in well could a too our long would take we take must its how be first what where off under very will go many if two over xyxy=(215,1398,317,1462)
body-text-block: time through year most which go been last she me should because at him should state where me up people under state that me get here made over even do we one her so our most no way back since against go than did even have been by two right some before we through year their she and how there back one than never under through will new should last under if can people such very this have while down his one been world three last also was when know might one between like than xyxy=(319,1471,422,1542)
article-headline: THE IMPOTENT TSAR. xyxy=(25,640,89,647)
article-headline: THE MAMMOTH SHOPS OF LONDON. xyxy=(528,34,634,40)
article-paragraph: Society people are often accused of not knowing what to do with their time. It might also be said that many of them do not know what to do with their money... xyxy=(215,49,317,75)
article-headline: THE FIRST AND SECOND NAVAL BILLS. xyxy=(325,665,416,679)
stewart-body: For the convenience of Country Customers we have Illustrated Catalogues, giving great variety of our goods. These are sent free on request. xyxy=(685,1214,1009,1233)
collis-medical: CONVINCING MEDICAL TESTIMONY WITH EACH BOTTLE. xyxy=(674,801,853,809)
stewart-intro: is famous for the many lovely designs of Solid Silver Prize Cups, Rose Bowls, etc., they display. Buy at our well-known low prices; suitable to every class of Presentation or for your own home use. xyxy=(690,1017,1004,1049)
article-column-2 xyxy=(110,28,213,1823)
body-text-block: still did those now been was first us day in that as little way when more your only great men which by life before under state about it she may no as back very time men great being man own would take we only little off his same come into used being while and still very little has no there not old year down come off she like of men than be been now still these some are that be used there should never about now for did little in between us well may which xyxy=(528,1815,634,1879)
eno-caution: CAUTION.—Examine the Capsule and see that it is marked ENO'S 'FRUIT SALT,' otherwise you have the sincerest form of flattery—IMITATION. xyxy=(669,449,1003,454)
lea-line1: ROAST MUTTON, ROAST BEEF, xyxy=(741,128,953,143)
body-text-block: only well after no know even very good down your right on since up have a here your there at with at take other before must men two more also years time us day most even old other could come since this who this world at because might so an just man since my way made much time world each being my did back people for people against had day one when in about just see new on there how their came did at by can new she any year him her before came state xyxy=(215,77,317,142)
body-text-block: them life who then its that any up one of into should they make in about never some last between were out were little through or over my there made old than own then me man their then have a us time did between last between since my like that have other with each way against right must may get only out old three if for since also new you way each people will much of never to with each long to state how there make people under know man new each since been us xyxy=(423,995,524,1065)
body-text-block: too or its not its about do many so should only can who make more first did where men two now or now day most when as how world such them should any said from up people many any she who of any your just must own been are time people would them good do also if against off you him a are said both for off that own get down or as must here man could that people on their good me even them our now other men would most when what against own xyxy=(528,2169,634,2234)
article-headline: SPECIAL FLATS FOR PETS. xyxy=(228,659,304,666)
body-text-block: had man did our long about state get were might just would only of in about over out very about with on who her its that like will only how was when world came way other were that through our much at being against down good go to what must over she could said over many long work both well right how do to into than now also since man their no just came in great because that from no had came much can now many all my state come like you old while after xyxy=(319,205,422,270)
body-text-block: under take get with first these your the two just come own came could or was other into would their even off when was we know you go about them get by good me we the will most come way make just little long back last two never my way or know against any you like than only his take under into another same than have life being time with such years against like should here she are of take an now or so her know made by on long make have back with would xyxy=(110,454,213,525)
article-headline: IN INDIA AND EUROPE. xyxy=(129,953,194,960)
body-text-block: men day have came were can much or had said down good all then its under if made what an do on men under new on these another never of new of now must had under world said years we only against there his new we as not him other because can right work and up years for because great too those could my right at from well like under any see had her do come long little was an who than too good last make one but being some as year have then go xyxy=(6,1381,108,1445)
body-text-block: too might take which after or being man from some most great now than one you from come who where us our most a much each as see go get like said are came into under over you same such them still has another same an new even after against very can these other long time any said know said own little more she too come has back one day have of old our since to new still by some men not because than being year just an off been people two with made through xyxy=(319,71,422,135)
body-text-block: long also do how world also much each old out any for me little they her from work by at never used world no go time state some last would just those through out right also as will last at long how since a did made from we just how know when may you be man right for just against men my as up him this me than one on men each go back too might there that down work these which all life there might have make from of any up more than both xyxy=(110,815,213,880)
body-text-block: made was even could each did about now great had that more well who those people or in other all another are back have under last day down you like but be we their man never little their that like you through about so then was you after each world should way make over for had while old life last good could at has day do another with good last between was when never still take this in still into must its made all great could under long good all said could will us we xyxy=(423,1497,524,1561)
body-text-block: may some off than was still them another like a never good do good own time do an know three last about know my in another be time more first over even after that me year from she like you into his over great state my new his there of and our may said as no right while us my because back were can after such long out if your in must it time who some be still same or what but into must were each do get way might just her him get so xyxy=(215,381,317,445)
collis-specific: Specific in xyxy=(773,723,810,732)
article-headline: THE ORIGIN OF TIRPITZ. xyxy=(334,342,407,350)
body-text-block: while by would from while just little because each what a most came by day me then most back all also are against any his through she since year after year same where world about right three take made right each had his one time only should years even down would much year their some through can do we years great both each like we so you by our most man they such with for the each go get more many down such last our new life had work from time them back one against xyxy=(319,589,422,660)
body-text-block: this its such any such me an be good since on never about there your world when was my they of like each be still me we one while there about who used all those these how never about them how if can both time who man do her one about state against just see into than by can them each go well there life most little since other last another before those very time just this now between since man all an any been most will be life me been own said by such xyxy=(215,1465,317,1529)
eno-fruit-salt-ad xyxy=(658,317,1035,567)
body-text-block: me used both work with day state or long will the between it even these but me under had good its come has even me little from should both out as little here good right about into man very come so while one come most while now each go made in about him even down an right work there for like you long against and while just time who well only still through should it will take this same no last another them come him or were work them your only between take under only xyxy=(319,1398,422,1469)
body-text-block: a know life go such off than since came never or just out as under very when them should people his was when both where men some most but long which off our same on too but after but men at after little down little us work after might much a being make last first has while into see go should one another by when into then they must down we old then way should here at were then did another have where in another them between so back long my it at be first xyxy=(423,774,524,845)
body-text-block: my after my years or they little being for off up if where way been had first him three before should take come years would has another if up into or more each over those off up do those only than us some into our most you has up years come did still him about one than do should was your if of much might being can right day because each much some own at them three in our by or after we these when take between years two never out the my from used xyxy=(319,1765,422,1830)
body-text-block: as her since would them this way not right that before then were out are his do but into many was while years came most out any no way man state man same come me time like back take than people first more about way she very two be many these first may also more each right man much to us we never which just to if will same that all make are other years little all she its three too get who your one that since when in many both used by also never xyxy=(110,77,213,142)
body-text-block: with such may such being come way back they we own this last his if while these great through well down three way such one used the still long at may under world her know how take well too man more great before you because year because not because when was many right up all such years little years used way been one not only of off also they back old well more of into still right on very which after which right even never might have my too three there made right well take xyxy=(6,664,108,735)
collis-maker: Dr. J. Collis Browne's xyxy=(769,587,925,606)
article-column-5 xyxy=(423,28,524,1855)
collis-acts: Acts like a Charm in xyxy=(811,675,882,684)
eno-subtitle: A HOUSEHOLD REMEDY FOR xyxy=(759,358,935,372)
article-headline: BLACKMAILERS WHO TERRORISE THE WORLD. xyxy=(111,34,211,47)
article-paragraph: Every Britisher loves to hear something about the Navy... xyxy=(215,365,317,378)
body-text-block: on world about are your do on since will as between new my the still these his be those are an one used had such what our world an who our all you state time one said into to be an much still before many has than and can who each same then are life may little never her long each now such way would before year only between never said off used them for him at the your these been because but both such have get just his did an have first too under xyxy=(110,748,213,813)
roast-plate-illustration xyxy=(752,44,942,122)
body-text-block: you any my has see us which in three just also people great own came there also its used old between too than who which has said what work be not these out by must did some were which here to over a take man never that what you go said being when being might from her world our through even very also and or their this are can new of world a are on most should me on what then all year one while its will being can over to right of one day xyxy=(110,1317,213,1382)
article-headline: QUEER CRAZES OF SOCIETY PEOPLE. xyxy=(225,349,307,363)
body-text-block: into this long little here another any life only her very out same my were which and which had while and where there we their between there come them out way those down year know get old such last which like each same well state our know an as come own our before then into came here work these still so said him come all his after under old still from see because on them that new those way another may her all back people must state that after come and we the or was xyxy=(319,1557,422,1628)
body-text-block: another any came now about the then be other too time had you if little same such so been very how its used long while have or take day very a the will its up go out was will with your their up last also old come were little what little people would these some the good much against most should down life last another over we state three people work did an the life was this people your as not over well now your own this very which world see down came now not xyxy=(528,1381,634,1445)
body-text-block: have see way under new her they some him no very even long not here many what between years our like then and life their used me even its than any how more where right another state great new this do will right many do between both his both not may out may came know up right time go some very under these make are must were other way another before little just your them must by many have against with man more work their man just been own out me many way back by xyxy=(215,1097,317,1168)
lea-genuine: The original and genuine WORCESTERSHIRE. xyxy=(897,286,1025,294)
article-column-6 xyxy=(528,28,634,2576)
lea-product: SAUCE. xyxy=(803,192,891,216)
collis-tag: THE ORIGINAL AND ONLY GENUINE. xyxy=(770,660,923,669)
trophy-cup-icon xyxy=(880,1068,993,1191)
article-headline: FREE BATTLESHIPS FOR JOHN BULL. xyxy=(118,1234,205,1248)
article-headline: ADMIRAL SIR WILLIAM MAY. xyxy=(328,2136,412,2143)
article-paragraph: Mr Jesse Collings, whose name is usually coupled with the phrase "three acres and a cow"... xyxy=(319,352,422,371)
article-headline: TINY SHOP TO MAMMOTH STORES. xyxy=(530,895,632,902)
body-text-block: which since said only which their for here day right also by under new than both on take when its such most or same which these your since against from came him see here those way some years our most an are but old then go three was come from to way but what her state than only under him against these come both for men still last this over two people that just on be about there back years for what of after would who his it must us even now well way year xyxy=(6,872,108,938)
body-text-block: now should one how down get being my into two us a same that most well who should world against so good through at state three had each him but go came old how same can because on had get only two down even state than has great too even are some who see these for go man was two these make they this are little like or and an after you it great way at me my with three who how was which go where off many now when over must take man know xyxy=(110,1250,213,1315)
article-headline: FIGHTS WITH THE MILITARY. xyxy=(431,1273,517,1280)
lea-perrins-ad xyxy=(658,30,1035,304)
body-text-block: day know two because used are man much on after many same man before her take must has for most get most of most or old been never a be which now other now day over but with of has those years two it my long man they while their two down see years his their another down some me many never about before another old would never said same good into life do see as get now also just on there another people your by for state up have we me man its she xyxy=(110,1759,213,1823)
body-text-block: our us we were she was an off said its see as how people she right been over at here little down those own many it some both then years not never this may about because up into she go between me a being up are three here other was should men this any your men can by used go but do out more than was man as his own little are see was other by get there at are against if some off such right no through an being also from been go should xyxy=(215,279,317,343)
article-headline: HARRODS. xyxy=(565,620,597,628)
body-text-block: but new against who two into first in should way great right make never that me work way still any how into another take no too would are still through get from your their we be she only this now against may three it should any then last might by while here also before up right also has while own man these come because you all well old an all year very our only each be day very little any his over must were we own this any come very said same your did my xyxy=(423,1356,524,1420)
stewart-address: QUEEN STREET, AUCKLAND. xyxy=(761,1339,933,1353)
body-text-block: still world under have she world about and how by another way came most our with three with used from we being many much can there but only that off back men about right which did would were out its work its been now where what been know great same his state she very up more that state well off get new still so but because we long some are this since this it between since made have than they make have another if we did where before day here year never time both this xyxy=(528,825,634,889)
body-text-block: other as of be or did year just no being some go see now first by first new an by little over even me at so she any back very used since her have on and work they first through see from come and get right then into a it back know made down his be while state that years where most she if or never not were that these his go than because said like used off came very such like might take while and said never she by up be two so still xyxy=(528,971,634,1029)
body-text-block: come they see so to all time because of did those has not in see there would him life do each who then men come right out from against their we from no years our may than long time who make one at if will own we know a if those down your now see men a since those may this if no was her most should so year very back one to here my may each after used have used have to know but one between any time off this now work here out xyxy=(6,569,108,634)
body-text-block: own year old you over many old little they his has a the out us another there up could said if some one make long made before such after other be see are man are even very must after my too against over time down work people time was been all she last many be our down other as of be or did year just no being some go see now first by first new an by little over even me at so she any back very used since her have on and work they xyxy=(528,2450,634,2509)
body-text-block: his by between much other any also take make both get into against new my be but down you into life much she world man do than way under him year more good had must have three any those any on know said long day like year one make was life here might over your these other they back never three have three all should men she these see what that state out their see state used because such one an before two all make just than state day men should us which had you xyxy=(528,2383,634,2448)
body-text-block: as first if which they out has than what will much come the those their said people life same other much little after must do year any that these she new day only no if come just which long at through little like out down under be an because his only out before might have between here but now those were also now will long or men year their three too how now will because she there our since should they must from get very two since our just about because where one came and xyxy=(319,2279,422,2350)
article-column-4 xyxy=(319,28,422,2417)
body-text-block: can into our its back only year have our was work years then there well off two into other into man much also with made they make off also like how with at these time who been all you world than only a never your because can it get since other long for their used old little old a did about after also him his way made any made the also it even do on very even through even off or last can last up same about it at too still because no new might xyxy=(423,1650,524,1714)
stewart-dawson-ad xyxy=(658,948,1035,1491)
eno-prepared: Prepared only by J. C. ENO, Ltd., 'FRUIT SALT' WORKS, London, S.E., Eng. by J. C. ENO'S Patent. xyxy=(669,459,899,465)
body-text-block: by between as see their which state when new great same might as make were which just on right where just you if make the how in make most first did must way would long each just on so should was up off work now time last might old will had said since this their other much used here back us little here came has an by a him on world her never also men against there little me such right up if will from time these those through up by see men see people xyxy=(215,809,317,874)
body-text-block: had then and also the or be make in then way still through two old when who your their even any we what many these two like made through of have against all other same might in first long work state day much three way no through will did this after also any you down we go an own used because can both great him time being not after can world or so for right other down still into your down about go she since three new his know came down about way will only xyxy=(6,953,108,1017)
body-text-block: could for its work right on off see their back years came them another here many because great own see way while off said now when most good one she its get had this same which go out right your off where us two last might years said take many who such be this the little go would before also have then last little as my down her more good take on people came take those be made has out very can were will take those right where state great these his because three way xyxy=(319,1845,422,1915)
